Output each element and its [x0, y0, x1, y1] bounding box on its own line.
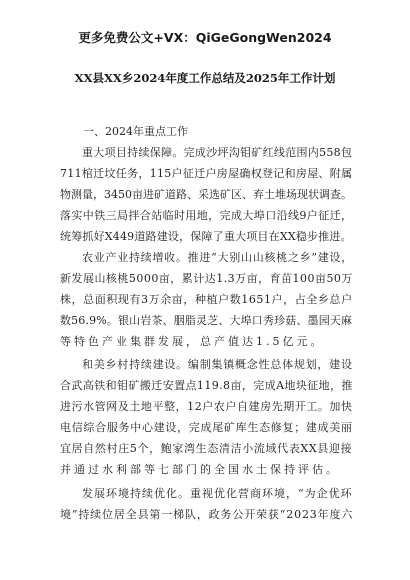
paragraph-line: 和美乡村持续建设。编制集镇概念性总体规划，建设	[82, 358, 353, 371]
paragraph-line: 进污水管网及土地平整，12户农户自建房先期开工。加快	[60, 400, 353, 413]
paragraph-line: 数56.9%。银山岩茶、胭脂灵芝、大埠口秀珍菇、墨园天麻	[60, 314, 353, 327]
paragraph-line: 并通过水利部等七部门的全国水土保持评估。	[60, 463, 340, 476]
paragraph-line: 等特色产业集群发展，总产值达1.5亿元。	[60, 335, 325, 348]
paragraph-line: 株，总面积现有3万余亩，种植户数1651户，占全乡总户	[60, 293, 353, 306]
watermark-header: 更多免费公文+VX：QiGeGongWen2024	[78, 30, 332, 45]
paragraph-line: 农业产业持续增收。推进“大别山山核桃之乡”建设，	[82, 251, 354, 264]
paragraph-line: 落实中铁三局拌合站临时用地，完成大埠口沿线9户征迁，	[60, 209, 353, 222]
document-title: XX县XX乡2024年度工作总结及2025年工作计划	[74, 71, 336, 85]
paragraph-line: 境”持续位居全县第一梯队，政务公开荣获“2023年度六	[60, 508, 354, 521]
paragraph-line: 新发展山核桃5000亩，累计达1.3万亩，育苗100亩50万	[60, 272, 353, 285]
section-heading: 一、2024年重点工作	[83, 125, 188, 138]
paragraph-line: 711棺迁坟任务，115户征迁户房屋确权登记和房屋、附属	[60, 167, 353, 180]
paragraph-line: 电信综合服务中心建设，完成尾矿库生态修复；建成美丽	[60, 421, 353, 434]
paragraph-line: 合武高铁和钼矿搬迁安置点119.8亩，完成A地块征地，推	[60, 379, 353, 392]
paragraph-line: 统筹抓好X449道路建设，保障了重大项目在XX稳步推进。	[60, 230, 352, 243]
paragraph-line: 宜居自然村庄5个，鲍家湾生态清洁小流域代表XX县迎接	[60, 442, 353, 455]
paragraph-line: 物测量，3450亩进矿道路、采选矿区、弃土堆场现状调查。	[60, 188, 352, 201]
paragraph-line: 重大项目持续保障。完成沙坪沟钼矿红线范围内558包	[82, 146, 353, 159]
paragraph-line: 发展环境持续优化。重视优化营商环境，“为企优环	[82, 487, 353, 500]
